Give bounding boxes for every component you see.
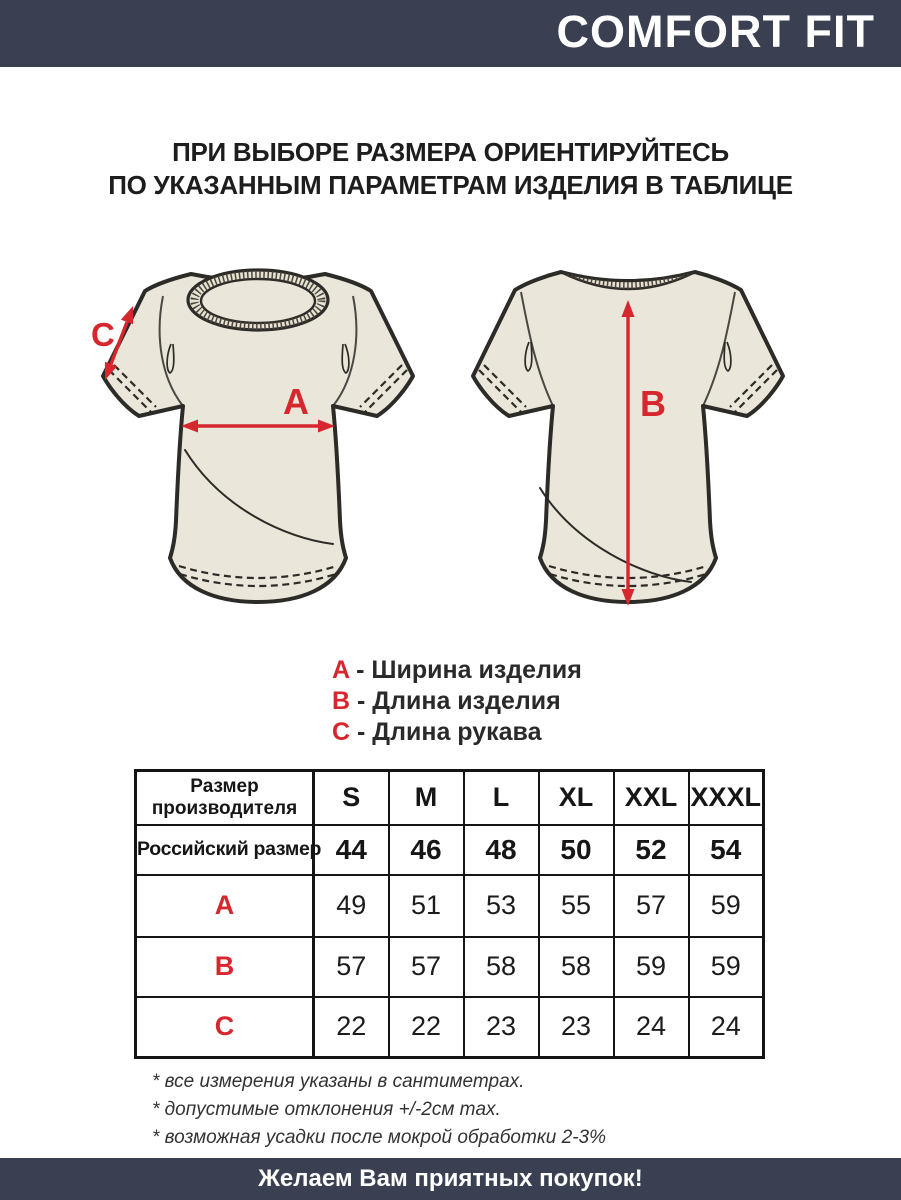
intro-heading	[0, 136, 901, 202]
footnotes	[152, 1068, 606, 1152]
size-header-s: S	[314, 771, 389, 825]
width-cell: 51	[389, 875, 464, 937]
row-label-a: A	[136, 875, 314, 937]
row-label-c: C	[136, 997, 314, 1058]
legend-key-a: A	[332, 656, 350, 684]
table-row-sleeve-c	[136, 997, 764, 1058]
table-row-sizes	[136, 771, 764, 825]
footer-bar	[0, 1158, 901, 1200]
footnote-3: * возможная усадки после мокрой обработки 2-3%	[152, 1127, 606, 1148]
sleeve-cell: 24	[689, 997, 764, 1058]
footer-message: Желаем Вам приятных покупок!	[258, 1165, 643, 1192]
measurement-legend	[332, 655, 582, 748]
size-header-m: M	[389, 771, 464, 825]
back-view-diagram	[463, 256, 793, 616]
russian-size-cell: 54	[689, 825, 764, 875]
russian-size-cell: 44	[314, 825, 389, 875]
intro-line-1: ПРИ ВЫБОРЕ РАЗМЕРА ОРИЕНТИРУЙТЕСЬ	[172, 137, 729, 167]
width-cell: 57	[614, 875, 689, 937]
intro-line-2: ПО УКАЗАННЫМ ПАРАМЕТРАМ ИЗДЕЛИЯ В ТАБЛИЦЕ	[108, 170, 793, 200]
collar-ring-inner	[201, 279, 315, 323]
measure-label-a: A	[283, 381, 309, 422]
size-header-xxl: XXL	[614, 771, 689, 825]
sleeve-cell: 22	[389, 997, 464, 1058]
size-header-xl: XL	[539, 771, 614, 825]
sleeve-cell: 23	[464, 997, 539, 1058]
russian-size-label: Российский размер	[136, 825, 314, 875]
length-cell: 58	[539, 937, 614, 997]
width-cell: 53	[464, 875, 539, 937]
row-label-b: B	[136, 937, 314, 997]
legend-text-c: - Длина рукава	[357, 718, 542, 746]
size-header-xxxl: XXXL	[689, 771, 764, 825]
table-row-russian-sizes	[136, 825, 764, 875]
size-header-l: L	[464, 771, 539, 825]
legend-item-c	[332, 717, 582, 748]
length-cell: 58	[464, 937, 539, 997]
russian-size-cell: 50	[539, 825, 614, 875]
legend-item-a	[332, 655, 582, 686]
width-cell: 55	[539, 875, 614, 937]
measure-label-c: C	[91, 316, 115, 353]
length-cell: 59	[614, 937, 689, 997]
table-row-width-a	[136, 875, 764, 937]
header-bar	[0, 0, 901, 67]
measure-label-b: B	[640, 383, 666, 424]
length-cell: 59	[689, 937, 764, 997]
sleeve-arrow-c-head-top	[121, 306, 133, 324]
legend-text-a: - Ширина изделия	[356, 656, 582, 684]
legend-key-c: C	[332, 718, 351, 746]
legend-key-b: B	[332, 687, 351, 715]
manufacturer-size-header: Размер производителя	[136, 771, 314, 825]
sleeve-cell: 23	[539, 997, 614, 1058]
brand-title: COMFORT FIT	[556, 6, 875, 57]
footnote-2: * допустимые отклонения +/-2см max.	[152, 1099, 501, 1120]
legend-text-b: - Длина изделия	[357, 687, 561, 715]
front-view-diagram	[93, 256, 423, 616]
legend-item-b	[332, 686, 582, 717]
length-cell: 57	[389, 937, 464, 997]
width-cell: 49	[314, 875, 389, 937]
footnote-1: * все измерения указаны в сантиметрах.	[152, 1071, 525, 1092]
sleeve-cell: 24	[614, 997, 689, 1058]
size-table	[134, 769, 765, 1059]
length-cell: 57	[314, 937, 389, 997]
russian-size-cell: 48	[464, 825, 539, 875]
sleeve-cell: 22	[314, 997, 389, 1058]
table-row-length-b	[136, 937, 764, 997]
russian-size-cell: 46	[389, 825, 464, 875]
russian-size-cell: 52	[614, 825, 689, 875]
width-cell: 59	[689, 875, 764, 937]
